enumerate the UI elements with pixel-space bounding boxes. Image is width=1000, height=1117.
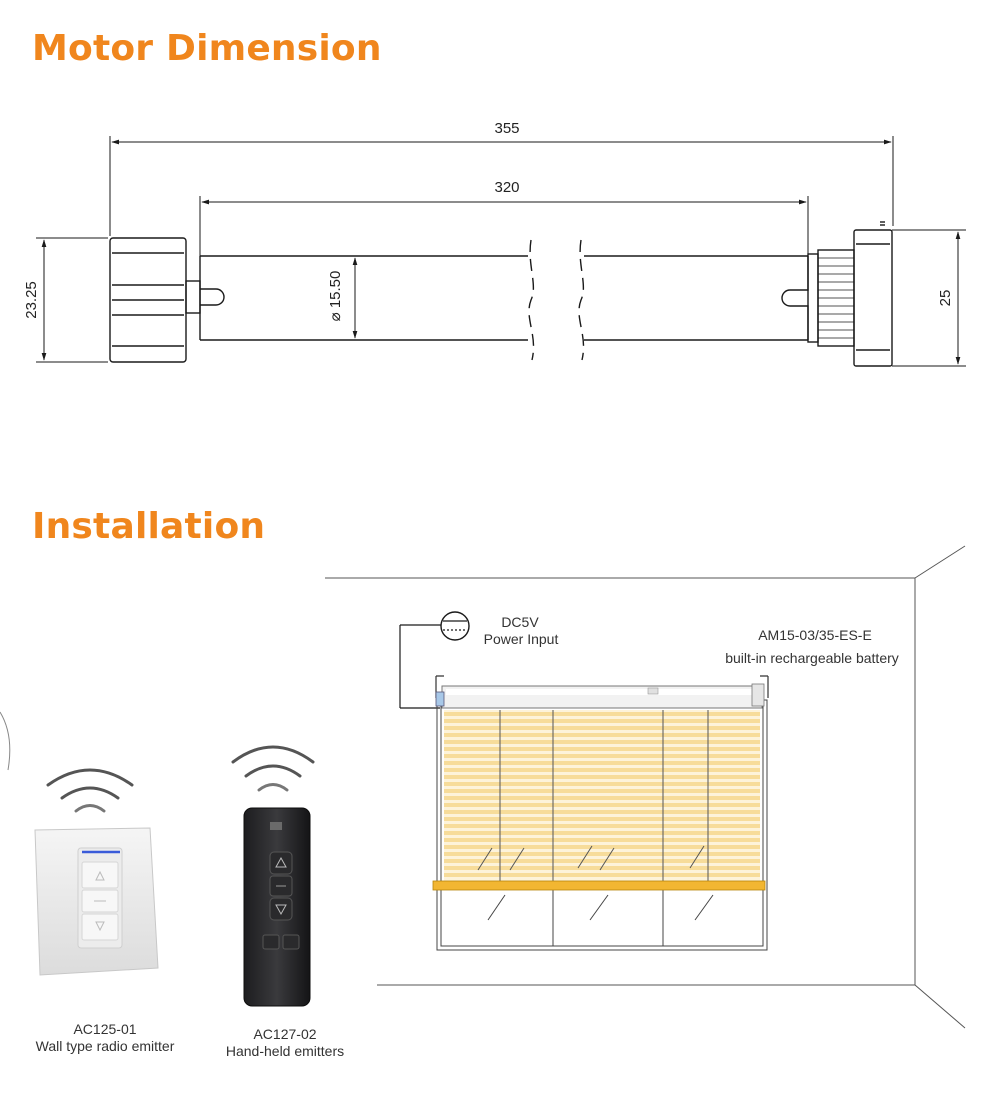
- blind-slat: [444, 754, 760, 758]
- headrail-motor: [436, 676, 768, 708]
- power-label-dc5v: DC5V: [501, 614, 539, 630]
- dim-label-320: 320: [494, 179, 520, 196]
- wifi-signal-icon-remote: [233, 747, 313, 790]
- motor-battery-note: built-in rechargeable battery: [725, 650, 899, 666]
- handheld-emitter-desc: Hand-held emitters: [225, 1043, 345, 1059]
- wall-emitter-model: AC125-01: [73, 1021, 137, 1037]
- blind-slat: [444, 747, 760, 751]
- dim-label-diameter: ⌀ 15.50: [327, 270, 344, 322]
- blind-slat: [444, 852, 760, 856]
- blind-slat: [444, 859, 760, 863]
- blind-slat: [444, 817, 760, 821]
- blind-slat: [444, 810, 760, 814]
- handheld-emitter-device: [244, 808, 310, 1006]
- power-socket-icon: [441, 612, 469, 640]
- decor-arc: [0, 712, 10, 770]
- blind-slat: [444, 719, 760, 723]
- blind-slats: [444, 710, 760, 882]
- blind-slat: [444, 726, 760, 730]
- wall-emitter-caption: [10, 1021, 200, 1055]
- blind-slat: [444, 831, 760, 835]
- wifi-signal-icon-wall: [48, 770, 132, 811]
- dim-label-355: 355: [494, 120, 520, 137]
- wall-emitter-device: [35, 828, 158, 975]
- blind-slat: [444, 838, 760, 842]
- blind-slat: [444, 803, 760, 807]
- motor-model-label: AM15-03/35-ES-E: [758, 627, 872, 643]
- blind-slat: [444, 740, 760, 744]
- blind-bottom-rail: [433, 881, 765, 890]
- blind-slat: [444, 824, 760, 828]
- blind-slat: [444, 796, 760, 800]
- dim-label-23-25: 23.25: [23, 281, 40, 319]
- section-title-installation: Installation: [32, 506, 266, 547]
- blind-slat: [444, 873, 760, 877]
- section-title-motor-dimension: Motor Dimension: [32, 28, 382, 69]
- motor-drawing: [36, 136, 966, 366]
- motor-head-right: [808, 222, 892, 366]
- blind-slat: [444, 782, 760, 786]
- blind-slat: [444, 789, 760, 793]
- blind-slat: [444, 712, 760, 716]
- blind-slat: [444, 761, 760, 765]
- blind-slat: [444, 733, 760, 737]
- handheld-emitter-caption: [200, 1026, 370, 1060]
- blind-slat: [444, 768, 760, 772]
- wall-emitter-desc: Wall type radio emitter: [35, 1038, 175, 1054]
- handheld-emitter-model: AC127-02: [253, 1026, 317, 1042]
- dim-label-25: 25: [937, 289, 954, 307]
- power-label-input: Power Input: [483, 631, 559, 647]
- power-wiring: [400, 625, 441, 708]
- blind-slat: [444, 775, 760, 779]
